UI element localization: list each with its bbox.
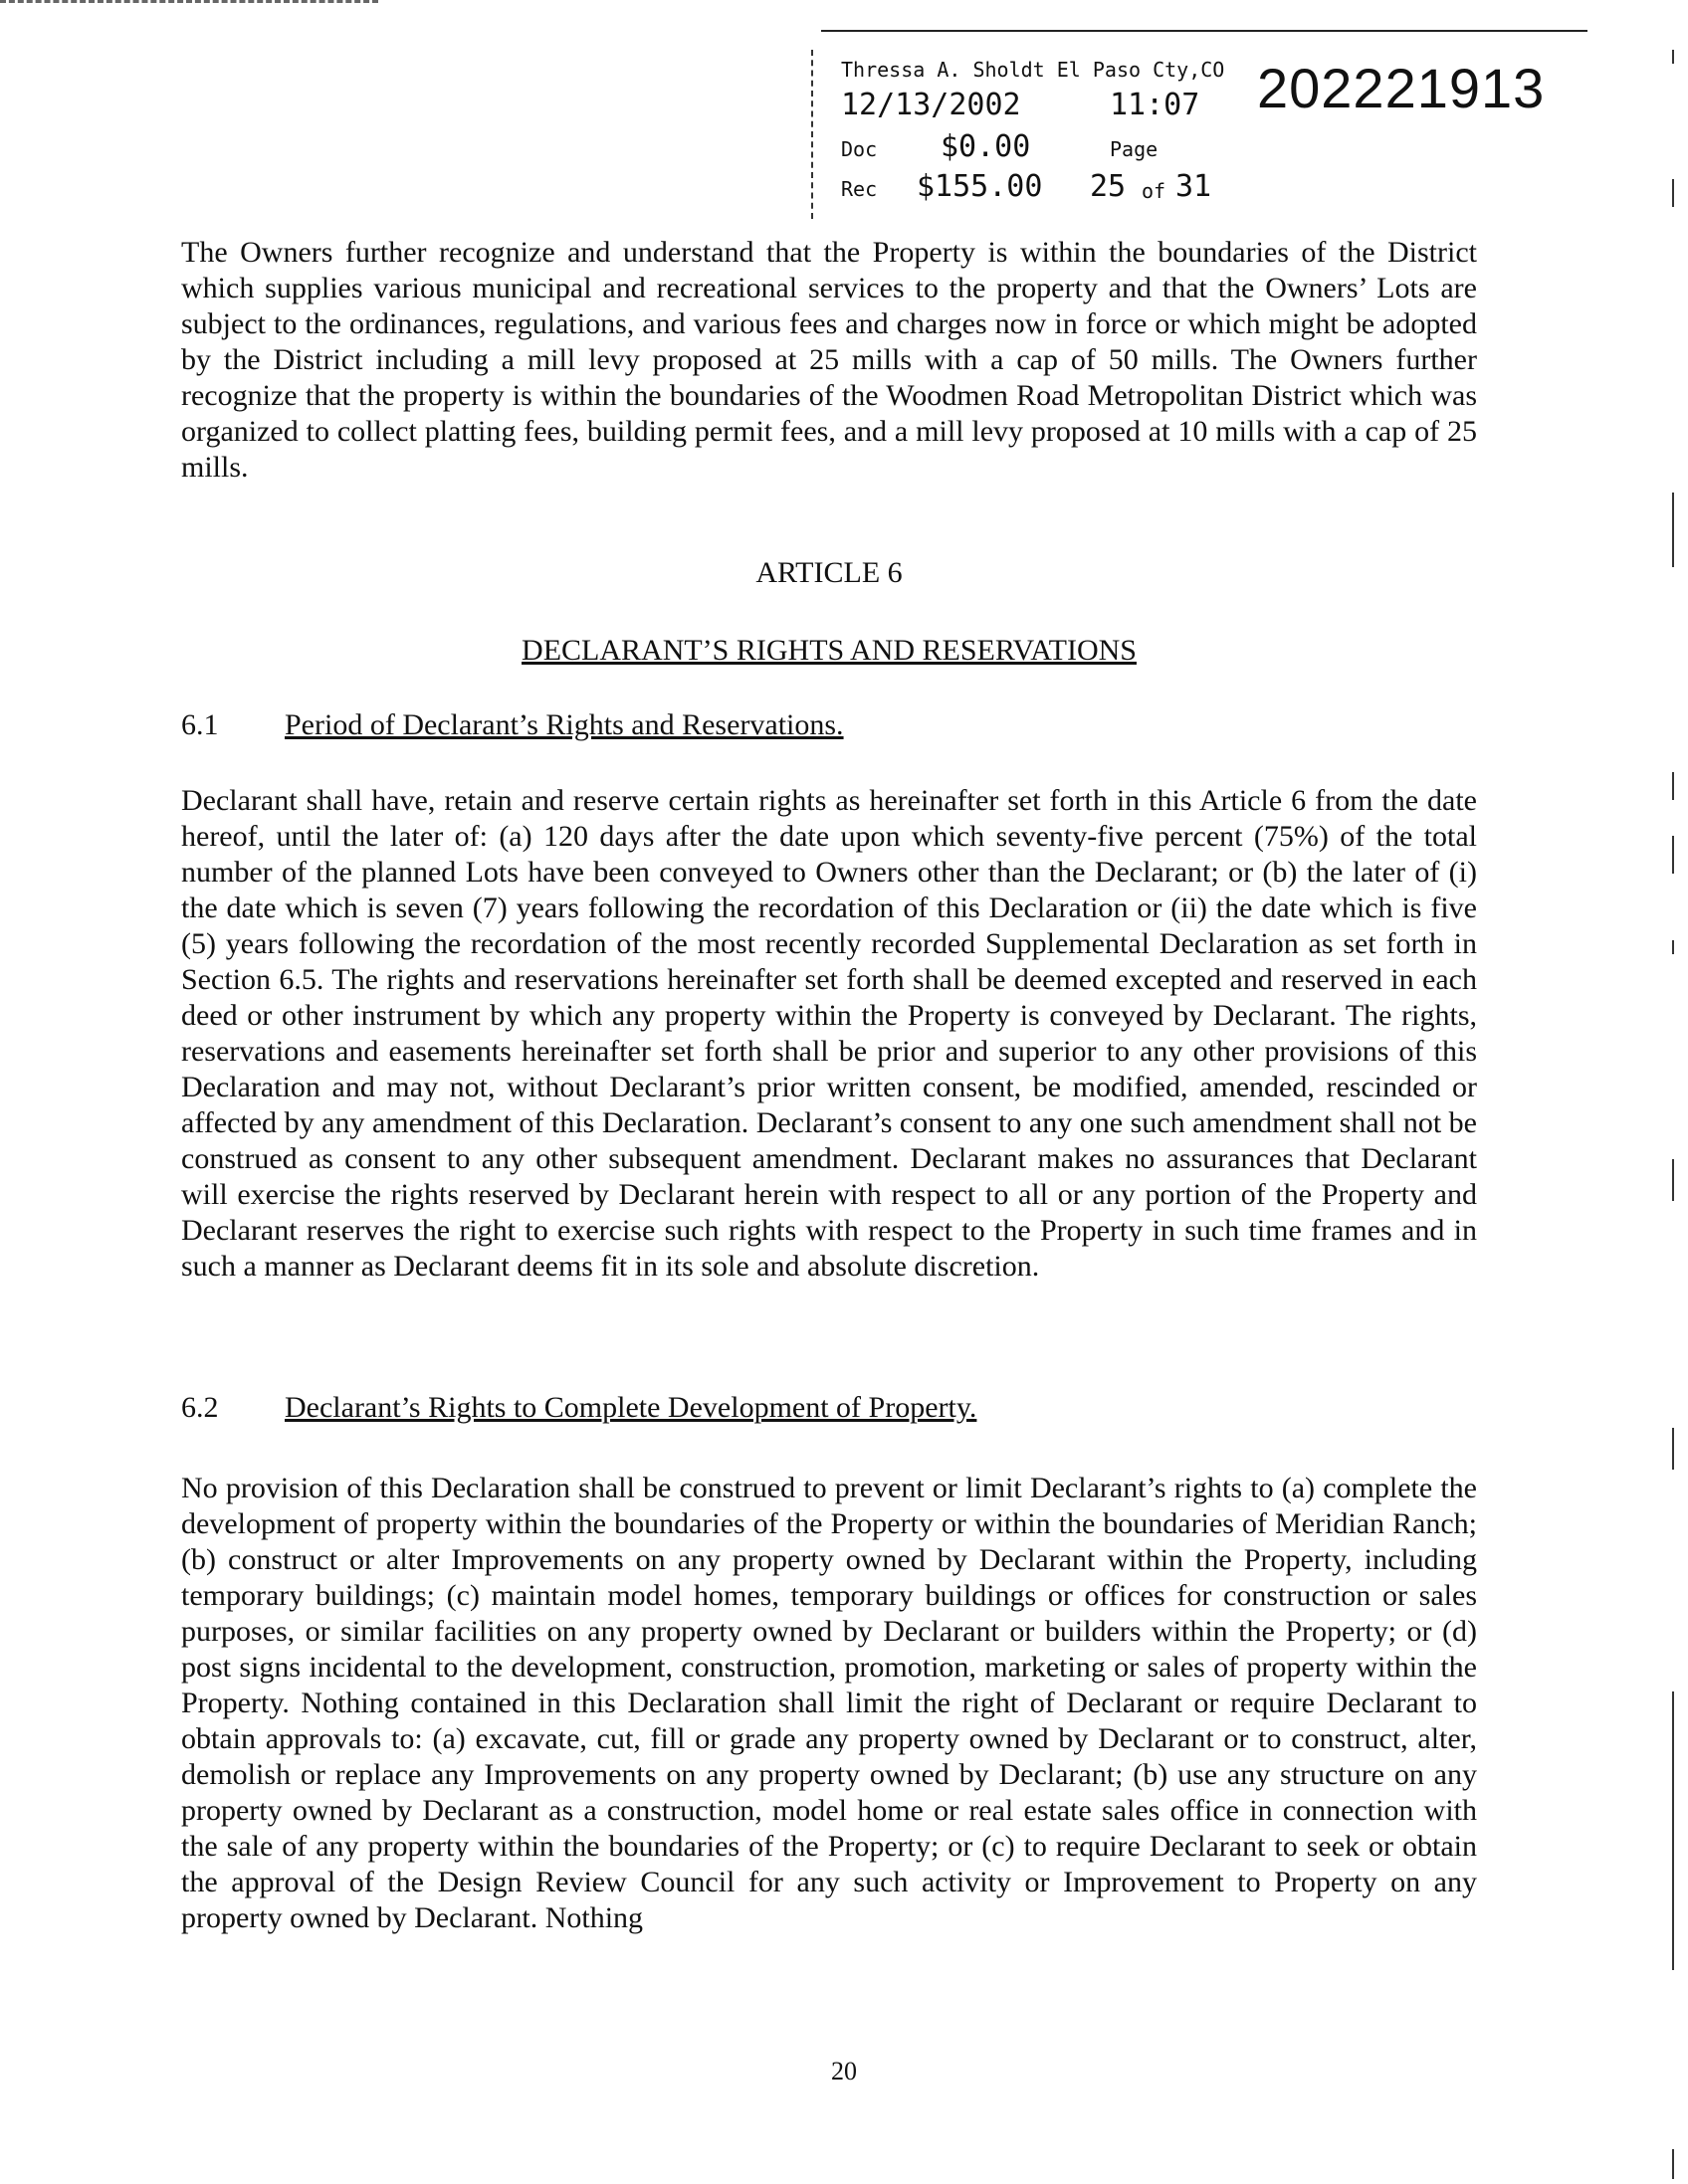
article-number: ARTICLE 6 — [755, 556, 903, 589]
stamp-top-rule — [821, 30, 1587, 32]
margin-mark — [1672, 2149, 1674, 2179]
margin-mark — [1672, 1428, 1674, 1470]
stamp-rec-fee: $155.00 — [917, 169, 1043, 204]
recording-stamp — [811, 30, 1587, 209]
margin-mark — [1672, 836, 1674, 874]
margin-mark — [1672, 1159, 1674, 1201]
margin-mark — [1672, 772, 1674, 800]
stamp-of-label: of — [1142, 179, 1166, 203]
stamp-page-label: Page — [1110, 137, 1159, 161]
article-title: DECLARANT’S RIGHTS AND RESERVATIONS — [522, 634, 1137, 667]
stamp-time: 11:07 — [1110, 88, 1200, 122]
stamp-document-number: 202221913 — [1257, 57, 1546, 119]
section-number: 6.1 — [181, 708, 219, 741]
intro-paragraph: The Owners further recognize and understand that the Property is within the boundaries of the District which supplies various municipal and recreational services to the property and that the Owners’ Lots are subject to the ordinances, regulations, and various fees and charges now in force or which might be adopted by the District including a mill levy proposed at 25 mills with a cap of 50 mills. The Owners further recognize that the property is within the boundaries of the Woodmen Road Metropolitan District which was organized to collect platting fees, building permit fees, and a mill levy proposed at 10 mills with a cap of 25 mills. — [181, 236, 1477, 484]
scan-edge-mark — [0, 0, 378, 3]
page-number: 20 — [831, 2057, 857, 2085]
margin-mark — [1672, 1691, 1674, 1970]
stamp-rec-label: Rec — [841, 177, 878, 201]
margin-mark — [1672, 179, 1674, 207]
section-title: Declarant’s Rights to Complete Development of Property. — [285, 1391, 977, 1424]
stamp-date: 12/13/2002 — [841, 88, 1021, 122]
margin-mark — [1672, 940, 1674, 954]
section-6-1-paragraph: Declarant shall have, retain and reserve certain rights as hereinafter set forth in this Article 6 from the date hereof, until the later of: (a) 120 days after the date upon which seventy-five percent (75%) of the total number of the planned Lots have been conveyed to Owners other than the Declarant; or (b) the later of (i) the date which is seven (7) years following the recordation of this Declaration or (ii) the date which is five (5) years following the recordation of the most recently recorded Supplemental Declaration as set forth in Section 6.5. The rights and reservations hereinafter set forth shall be deemed excepted and reserved in each deed or other instrument by which any property within the Property is conveyed by Declarant. The rights, reservations and easements hereinafter set forth shall be prior and superior to any other provisions of this Declaration and may not, without Declarant’s prior written consent, be modified, amended, rescinded or affected by any amendment of this Declaration. Declarant’s consent to any one such amendment shall not be construed as consent to any other subsequent amendment. Declarant makes no assurances that Declarant will exercise the rights reserved by Declarant herein with respect to all or any portion of the Property and Declarant reserves the right to exercise such rights with respect to the Property in such time frames and in such a manner as Declarant deems fit in its sole and absolute discretion. — [181, 784, 1477, 1283]
section-6-2-paragraph: No provision of this Declaration shall be construed to prevent or limit Declarant’s rights to (a) complete the development of property within the boundaries of the Property or within the boundaries of Meridian Ranch; (b) construct or alter Improvements on any property owned by Declarant within the Property, including temporary buildings; (c) maintain model homes, temporary buildings or offices for construction or sales purposes, or similar facilities on any property owned by Declarant or builders within the Property; or (d) post signs incidental to the development, construction, promotion, marketing or sales of property within the Property. Nothing contained in this Declaration shall limit the right of Declarant or require Declarant to obtain approvals to: (a) excavate, cut, fill or grade any property owned by Declarant or to construct, alter, demolish or replace any Improvements on any property owned by Declarant; (b) use any structure on any property owned by Declarant as a construction, model home or real estate sales office in connection with the sale of any property within the boundaries of the Property; or (c) to require Declarant to seek or obtain the approval of the Design Review Council for any such activity or Improvement to Property on any property owned by Declarant. Nothing — [181, 1472, 1477, 1934]
margin-mark — [1672, 50, 1674, 64]
stamp-doc-label: Doc — [841, 137, 878, 161]
stamp-page-number: 25 — [1090, 169, 1127, 204]
section-heading-6-1 — [181, 708, 844, 742]
stamp-recorder: Thressa A. Sholdt El Paso Cty,CO — [841, 58, 1225, 82]
margin-mark — [1672, 493, 1674, 567]
section-number: 6.2 — [181, 1391, 219, 1424]
section-heading-6-2 — [181, 1391, 976, 1425]
stamp-page-total: 31 — [1175, 169, 1212, 204]
stamp-left-rule — [811, 50, 813, 219]
section-title: Period of Declarant’s Rights and Reservations. — [285, 708, 844, 741]
stamp-doc-fee: $0.00 — [941, 129, 1031, 164]
